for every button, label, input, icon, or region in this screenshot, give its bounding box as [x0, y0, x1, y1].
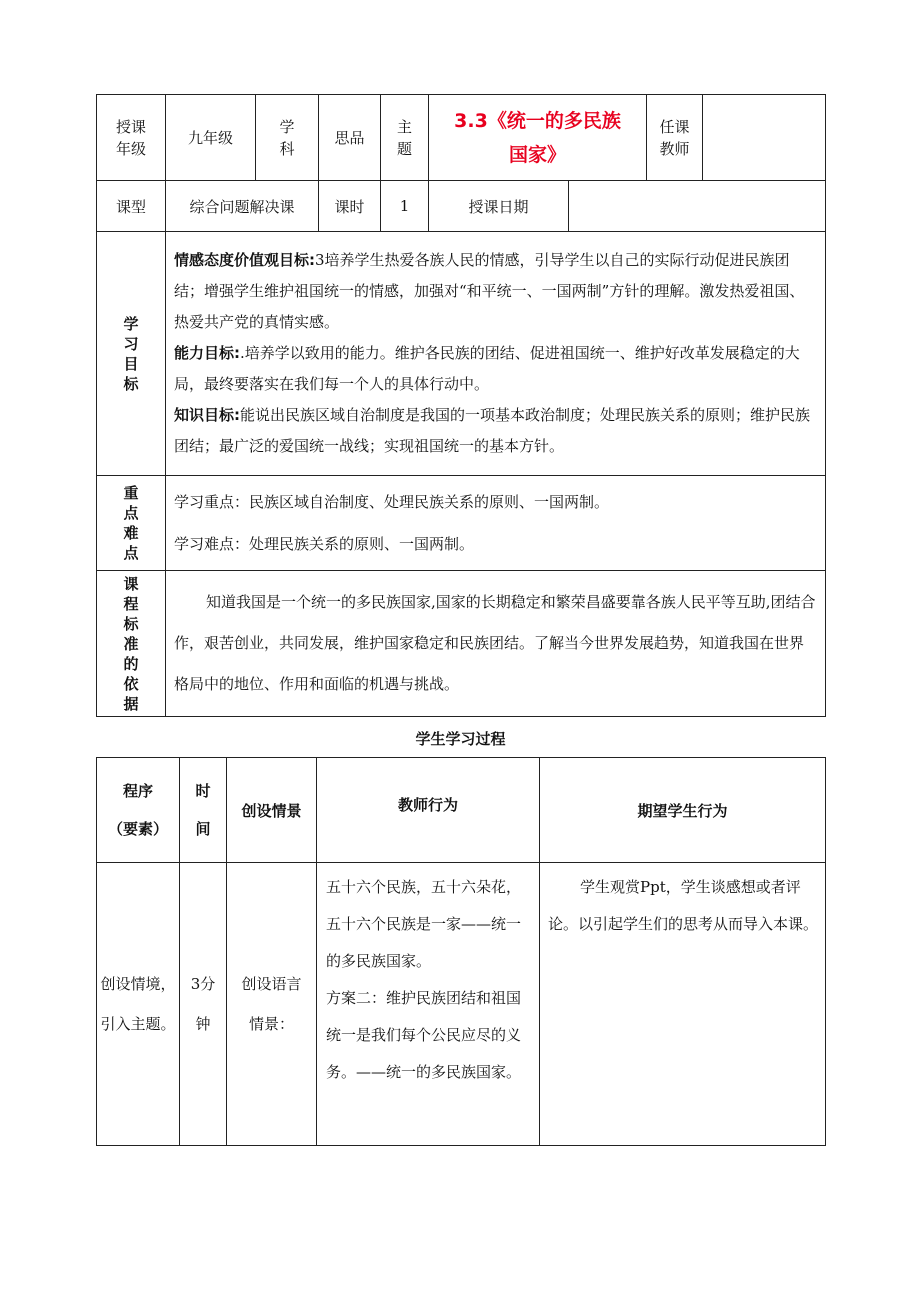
row-student: 学生观赏Ppt，学生谈感想或者评论。以引起学生们的思考从而导入本课。: [540, 863, 826, 1146]
lesson-info-table: [96, 94, 826, 717]
ability-goal: 能力目标:.培养学以致用的能力。维护各民族的团结、促进祖国统一、维护好改革发展稳定的大局，最终要落实在我们每一个人的具体行动中。: [174, 344, 800, 393]
difficult-point: 学习难点：处理民族关系的原则、一国两制。: [174, 535, 475, 553]
knowledge-goal: 知识目标:能说出民族区域自治制度是我国的一项基本政治制度；处理民族关系的原则；维护民族团结；最广泛的爱国统一战线；实现祖国统一的基本方针。: [174, 406, 811, 455]
row-step: 创设情境， 引入主题。: [97, 863, 180, 1146]
teacher-plan-two: 方案二：维护民族团结和祖国统一是我们每个公民应尽的义务。——统一的多民族国家。: [326, 989, 522, 1081]
header-student: 期望学生行为: [540, 758, 826, 863]
teacher-label: 任课 教师: [647, 95, 703, 181]
grade-label: 授课 年级: [97, 95, 166, 181]
topic-label: 主 题: [381, 95, 429, 181]
header-step: 程序 （要素）: [97, 758, 180, 863]
row-teacher: [317, 863, 540, 1146]
goals-content: [166, 232, 826, 476]
subject-label: 学 科: [256, 95, 319, 181]
key-point: 学习重点：民族区域自治制度、处理民族关系的原则、一国两制。: [174, 493, 610, 511]
subject-value: 思品: [319, 95, 381, 181]
goals-label: 学 习 目 标: [97, 232, 166, 476]
standard-content: 知道我国是一个统一的多民族国家,国家的长期稳定和繁荣昌盛要靠各族人民平等互助,团结合作，艰苦创业，共同发展，维护国家稳定和民族团结。了解当今世界发展趋势，知道我国在世界格局中的地位、作用和面临的机遇与挑战。: [166, 571, 826, 717]
type-value: 综合问题解决课: [166, 181, 319, 232]
standard-label: 课 程 标 准 的 依 据: [97, 571, 166, 717]
grade-value: 九年级: [166, 95, 256, 181]
keypoints-content: [166, 476, 826, 571]
teacher-value: [703, 95, 826, 181]
keypoints-label: 重 点 难 点: [97, 476, 166, 571]
header-scene: 创设情景: [227, 758, 317, 863]
hours-value: 1: [381, 181, 429, 232]
date-value: [569, 181, 826, 232]
header-time: 时 间: [180, 758, 227, 863]
process-table: [96, 757, 826, 1146]
process-title: 学生学习过程: [415, 730, 506, 748]
topic-value: 3.3《统一的多民族 国家》: [429, 95, 647, 181]
emotion-goal: 情感态度价值观目标:3培养学生热爱各族人民的情感，引导学生以自己的实际行动促进民族团结；增强学生维护祖国统一的情感，加强对“和平统一、一国两制”方针的理解。激发热爱祖国、热爱共产党的真情实感。: [174, 251, 805, 331]
header-teacher: 教师行为: [317, 758, 540, 863]
row-time: 3分 钟: [180, 863, 227, 1146]
hours-label: 课时: [319, 181, 381, 232]
teacher-plan-one: 五十六个民族，五十六朵花，五十六个民族是一家——统一的多民族国家。: [326, 878, 522, 970]
row-scene: 创设语言 情景：: [227, 863, 317, 1146]
type-label: 课型: [97, 181, 166, 232]
date-label: 授课日期: [429, 181, 569, 232]
